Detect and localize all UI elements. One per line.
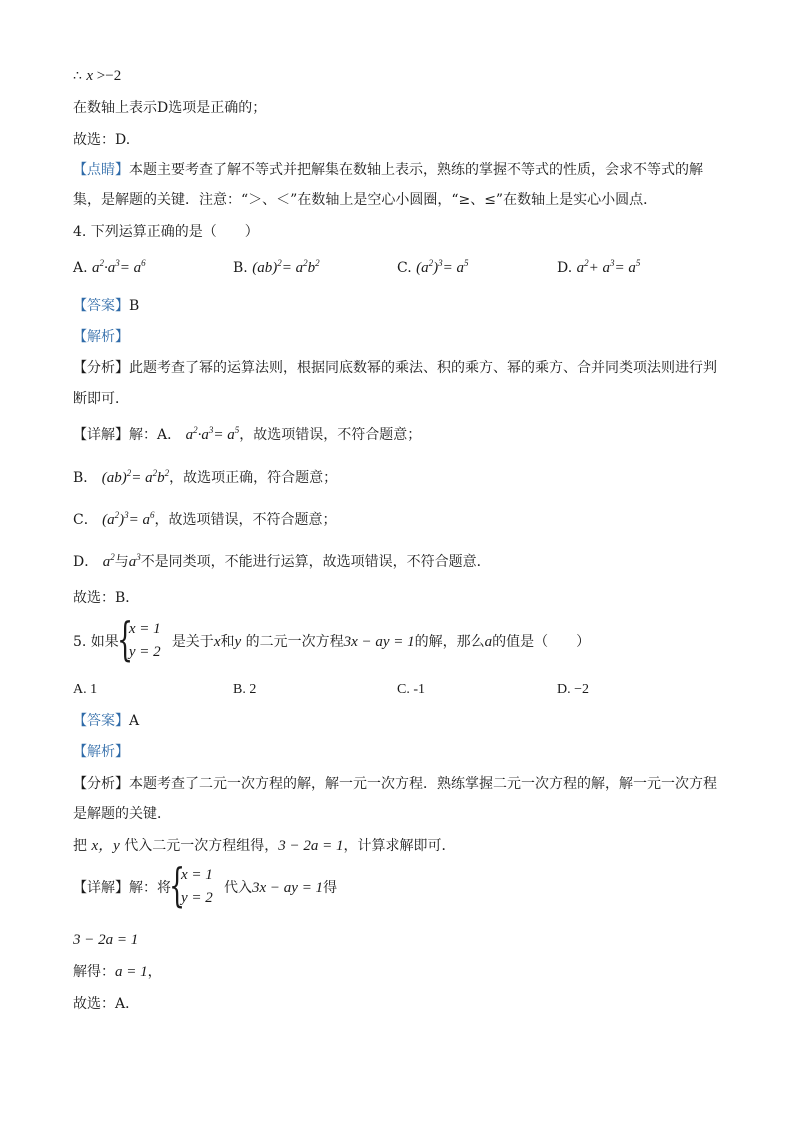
detail-text: 不是同类项，不能进行运算，故选项错误，不符合题意． bbox=[140, 554, 491, 570]
equation: 3x − ay = 1 bbox=[343, 634, 415, 650]
q4-detail-b bbox=[73, 468, 337, 488]
stem-text: 和 bbox=[220, 634, 235, 650]
option-label: B. bbox=[233, 260, 253, 276]
variable-x: x bbox=[86, 68, 94, 84]
q5-fenxi-line1 bbox=[73, 774, 717, 794]
q4-fenxi-line2: 断即可． bbox=[73, 391, 129, 407]
system-row-2: y = 2 bbox=[128, 644, 161, 660]
section-tag: 【点睛】 bbox=[73, 162, 129, 178]
detail-text: 代入 bbox=[224, 880, 252, 896]
option-expression: $a^2\cdot a^3= a^6$ bbox=[92, 258, 146, 276]
detail-label: D． bbox=[73, 554, 99, 570]
q5-answer bbox=[73, 711, 139, 731]
answer-value: B bbox=[129, 298, 140, 314]
q5-option-c: C. -1 bbox=[397, 682, 425, 697]
q5-option-a: A. 1 bbox=[73, 682, 98, 697]
q5-step-2 bbox=[73, 962, 162, 982]
fenxi-text: 本题考查了二元一次方程的解，解一元一次方程．熟练掌握二元一次方程的解，解一元一次方程 bbox=[129, 776, 717, 792]
fenxi-text: ，计算求解即可． bbox=[343, 838, 456, 854]
q5-option-d: D. −2 bbox=[557, 682, 590, 697]
variable-y: y bbox=[234, 634, 242, 650]
option-expression: $(ab)^2= a^2b^2$ bbox=[252, 258, 320, 276]
equation: 3 − 2a = 1 bbox=[278, 838, 344, 854]
q5-step-1: 3 − 2a = 1 bbox=[73, 932, 139, 948]
fenxi-tag: 【分析】 bbox=[73, 360, 129, 376]
system-row-1: x = 1 bbox=[128, 621, 161, 637]
q4-option-d bbox=[557, 258, 640, 278]
option-label: A. bbox=[73, 260, 93, 276]
detail-text: 得 bbox=[323, 880, 338, 896]
answer-value: A bbox=[129, 713, 140, 729]
q5-analysis-tag bbox=[73, 742, 129, 762]
text-line: 在数轴上表示D选项是正确的； bbox=[73, 100, 267, 116]
detail-text: ，故选项错误，不符合题意； bbox=[154, 512, 337, 528]
option-label: D. bbox=[557, 260, 577, 276]
q4-detail-a bbox=[73, 425, 421, 445]
q4-fenxi-line1 bbox=[73, 358, 717, 378]
q5-fenxi-line2: 是解题的关键． bbox=[73, 806, 171, 822]
q4-detail-d bbox=[73, 552, 491, 572]
equation-system: { x = 1 y = 2 bbox=[169, 858, 213, 912]
variables-xy: x，y bbox=[91, 838, 120, 854]
q4-answer bbox=[73, 296, 139, 316]
q5-fenxi-line3 bbox=[73, 836, 455, 856]
detail-label: 解：A． bbox=[129, 427, 182, 443]
question-number: 5. 如果 bbox=[73, 634, 119, 650]
option-label: C. bbox=[397, 260, 417, 276]
stem-text: 是关于 bbox=[171, 634, 214, 650]
variable-a: a bbox=[484, 634, 493, 650]
dianjing-line bbox=[73, 160, 703, 180]
q5-conclusion: 故选：A． bbox=[73, 996, 140, 1012]
fenxi-text: 把 bbox=[73, 838, 87, 854]
detail-expression: $(ab)^2= a^2b^2$ bbox=[101, 468, 170, 486]
question-4-stem: 4. 下列运算正确的是（ ） bbox=[73, 224, 259, 240]
variable-x: x bbox=[213, 634, 221, 650]
q4-option-a bbox=[73, 258, 146, 278]
detail-text: ，故选项正确，符合题意； bbox=[169, 470, 338, 486]
answer-tag: 【答案】 bbox=[73, 298, 129, 314]
system-row-1: x = 1 bbox=[181, 867, 213, 883]
q4-conclusion: 故选：B． bbox=[73, 590, 140, 606]
q4-detail-c bbox=[73, 510, 337, 530]
detail-expression: $a^3$ bbox=[128, 552, 141, 570]
q4-option-b bbox=[233, 258, 320, 278]
analysis-tag: 【解析】 bbox=[73, 329, 129, 345]
equation: a = 1 bbox=[115, 964, 148, 980]
question-5-stem bbox=[73, 612, 591, 666]
q4-option-c bbox=[397, 258, 469, 278]
fenxi-text: 此题考查了幂的运算法则，根据同底数幂的乘法、积的乘方、幂的乘方、合并同类项法则进行判 bbox=[129, 360, 717, 376]
fenxi-tag: 【分析】 bbox=[73, 776, 129, 792]
stem-text: 的二元一次方程 bbox=[241, 634, 344, 650]
answer-tag: 【答案】 bbox=[73, 713, 129, 729]
choice-line: 故选：D. bbox=[73, 132, 131, 148]
fenxi-text: 代入二元一次方程组得， bbox=[124, 838, 279, 854]
detail-text: ，故选项错误，不符合题意； bbox=[239, 427, 422, 443]
option-expression: $(a^2)^3= a^5$ bbox=[416, 258, 469, 276]
q5-option-b: B. 2 bbox=[233, 682, 257, 697]
detail-tag: 【详解】 bbox=[73, 427, 129, 443]
equation: 3x − ay = 1 bbox=[252, 880, 324, 896]
inequality-result bbox=[73, 66, 121, 86]
detail-label: B． bbox=[73, 470, 98, 486]
detail-tag: 【详解】 bbox=[73, 880, 129, 896]
option-expression: $a^2+ a^3= a^5$ bbox=[576, 258, 641, 276]
detail-label: C． bbox=[73, 512, 98, 528]
detail-expression: $a^2\cdot a^3= a^5$ bbox=[185, 425, 240, 443]
inequality-value: >−2 bbox=[93, 68, 122, 84]
dianjing-text: 本题主要考查了解不等式并把解集在数轴上表示，熟练的掌握不等式的性质，会求不等式的解 bbox=[129, 162, 703, 178]
step-text: 解得： bbox=[73, 964, 115, 980]
equation-system: { x = 1 y = 2 bbox=[116, 612, 161, 666]
therefore-symbol: ∴ bbox=[73, 68, 82, 84]
q4-analysis-tag bbox=[73, 327, 129, 347]
detail-text: 与 bbox=[114, 554, 129, 570]
stem-text: 的值是（ ） bbox=[492, 634, 591, 650]
detail-expression: $(a^2)^3= a^6$ bbox=[102, 510, 155, 528]
detail-expression: $a^2$ bbox=[102, 552, 115, 570]
step-text: ， bbox=[147, 964, 162, 980]
text-line: 集，是解题的关键．注意：“＞、＜”在数轴上是空心小圆圈，“≥、≤”在数轴上是实心小圆点． bbox=[73, 192, 658, 208]
detail-text: 解：将 bbox=[129, 880, 171, 896]
system-row-2: y = 2 bbox=[181, 890, 213, 906]
analysis-tag: 【解析】 bbox=[73, 744, 129, 760]
stem-text: 的解，那么 bbox=[414, 634, 485, 650]
q5-detail bbox=[73, 858, 338, 912]
